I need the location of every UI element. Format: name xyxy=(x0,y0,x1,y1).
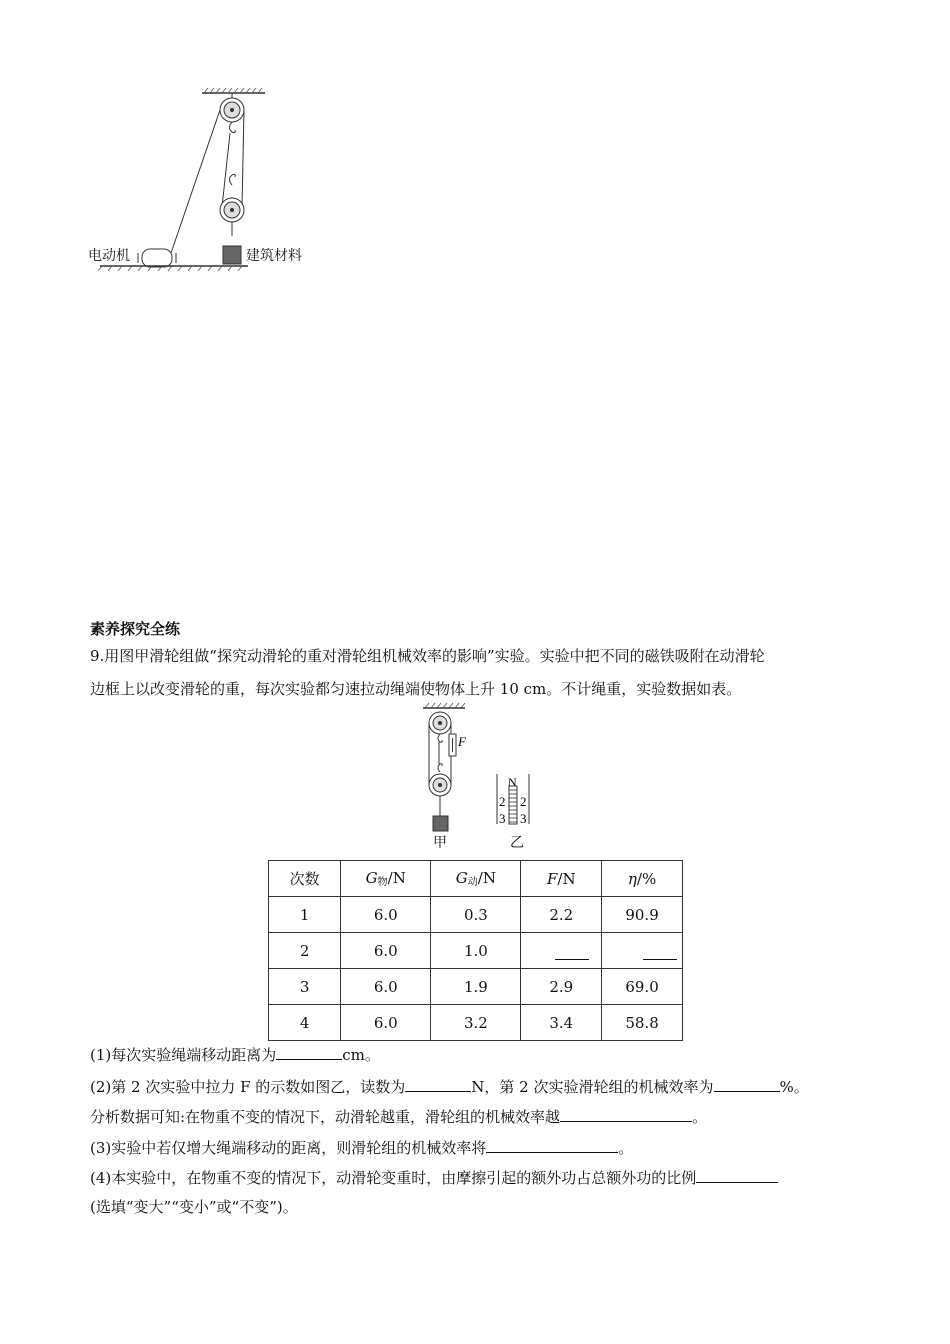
question-2: (2)第 2 次实验中拉力 F 的示数如图乙，读数为 N，第 2 次实验滑轮组的机械效率为 %。 xyxy=(90,1075,809,1098)
cell-efficiency: 69.0 xyxy=(602,969,683,1005)
question-4: (4)本实验中，在物重不变的情况下，动滑轮变重时，由摩擦引起的额外功占总额外功的比例 xyxy=(90,1166,778,1189)
cell-force: 3.4 xyxy=(521,1005,602,1041)
q2-analysis-blank[interactable] xyxy=(560,1105,692,1122)
q4-blank[interactable] xyxy=(696,1166,778,1183)
pulley-scale-diagram xyxy=(415,702,555,852)
figure-pulley-scale xyxy=(415,702,555,852)
cell-efficiency: 90.9 xyxy=(602,897,683,933)
table-row xyxy=(269,969,683,1005)
scale-left-2: 2 xyxy=(499,794,506,809)
cell-g-dynamic: 1.9 xyxy=(431,969,521,1005)
cell-force: 2.9 xyxy=(521,969,602,1005)
caption-yi: 乙 xyxy=(510,835,524,851)
problem-text-line1: 9.用图甲滑轮组做“探究动滑轮的重对滑轮组机械效率的影响”实验。实验中把不同的磁铁吸附在动滑轮 xyxy=(90,647,765,665)
header-efficiency: η/% xyxy=(602,861,683,897)
motor-shape xyxy=(142,249,172,267)
header-g-object: $G_物/N$ xyxy=(341,861,431,897)
header-count: 次数 xyxy=(269,861,341,897)
question-1: (1)每次实验绳端移动距离为 cm。 xyxy=(90,1043,380,1066)
q2-efficiency-blank[interactable] xyxy=(714,1075,780,1092)
q1-blank[interactable] xyxy=(276,1043,342,1060)
caption-jia: 甲 xyxy=(433,835,447,851)
force-label: F xyxy=(458,734,466,749)
cell-count: 2 xyxy=(269,933,341,969)
scale-unit: N xyxy=(508,775,517,789)
table-header-row xyxy=(269,861,683,897)
table-row xyxy=(269,1005,683,1041)
table-row xyxy=(269,933,683,969)
problem-text-line2: 边框上以改变滑轮的重，每次实验都匀速拉动绳端使物体上升 10 cm。不计绳重，实验数据如表。 xyxy=(90,680,742,698)
cell-count: 4 xyxy=(269,1005,341,1041)
material-block xyxy=(223,246,241,264)
cell-g-object: 6.0 xyxy=(341,969,431,1005)
q3-blank[interactable] xyxy=(486,1136,618,1153)
cell-g-object: 6.0 xyxy=(341,1005,431,1041)
data-table xyxy=(268,860,683,1041)
q2-reading-blank[interactable] xyxy=(405,1075,471,1092)
motor-label: 电动机 xyxy=(88,248,130,264)
cell-g-object: 6.0 xyxy=(341,933,431,969)
header-force: F/N xyxy=(521,861,602,897)
cell-count: 3 xyxy=(269,969,341,1005)
cell-count: 1 xyxy=(269,897,341,933)
cell-efficiency-blank[interactable] xyxy=(602,933,683,969)
cell-g-object: 6.0 xyxy=(341,897,431,933)
figure-pulley-motor xyxy=(82,85,342,280)
section-title: 素养探究全练 xyxy=(90,620,181,638)
header-g-dynamic: $G_动/N$ xyxy=(431,861,521,897)
scale-right-3: 3 xyxy=(520,811,527,826)
cell-efficiency: 58.8 xyxy=(602,1005,683,1041)
cell-g-dynamic: 0.3 xyxy=(431,897,521,933)
question-4-options: (选填“变大”“变小”或“不变”)。 xyxy=(90,1198,298,1216)
question-3: (3)实验中若仅增大绳端移动的距离，则滑轮组的机械效率将 。 xyxy=(90,1136,633,1159)
cell-g-dynamic: 1.0 xyxy=(431,933,521,969)
cell-force-blank[interactable] xyxy=(521,933,602,969)
scale-right-2: 2 xyxy=(520,794,527,809)
material-label: 建筑材料 xyxy=(246,248,302,264)
cell-force: 2.2 xyxy=(521,897,602,933)
cell-g-dynamic: 3.2 xyxy=(431,1005,521,1041)
question-2-analysis: 分析数据可知:在物重不变的情况下，动滑轮越重，滑轮组的机械效率越 。 xyxy=(90,1105,707,1128)
scale-left-3: 3 xyxy=(499,811,506,826)
table-row xyxy=(269,897,683,933)
